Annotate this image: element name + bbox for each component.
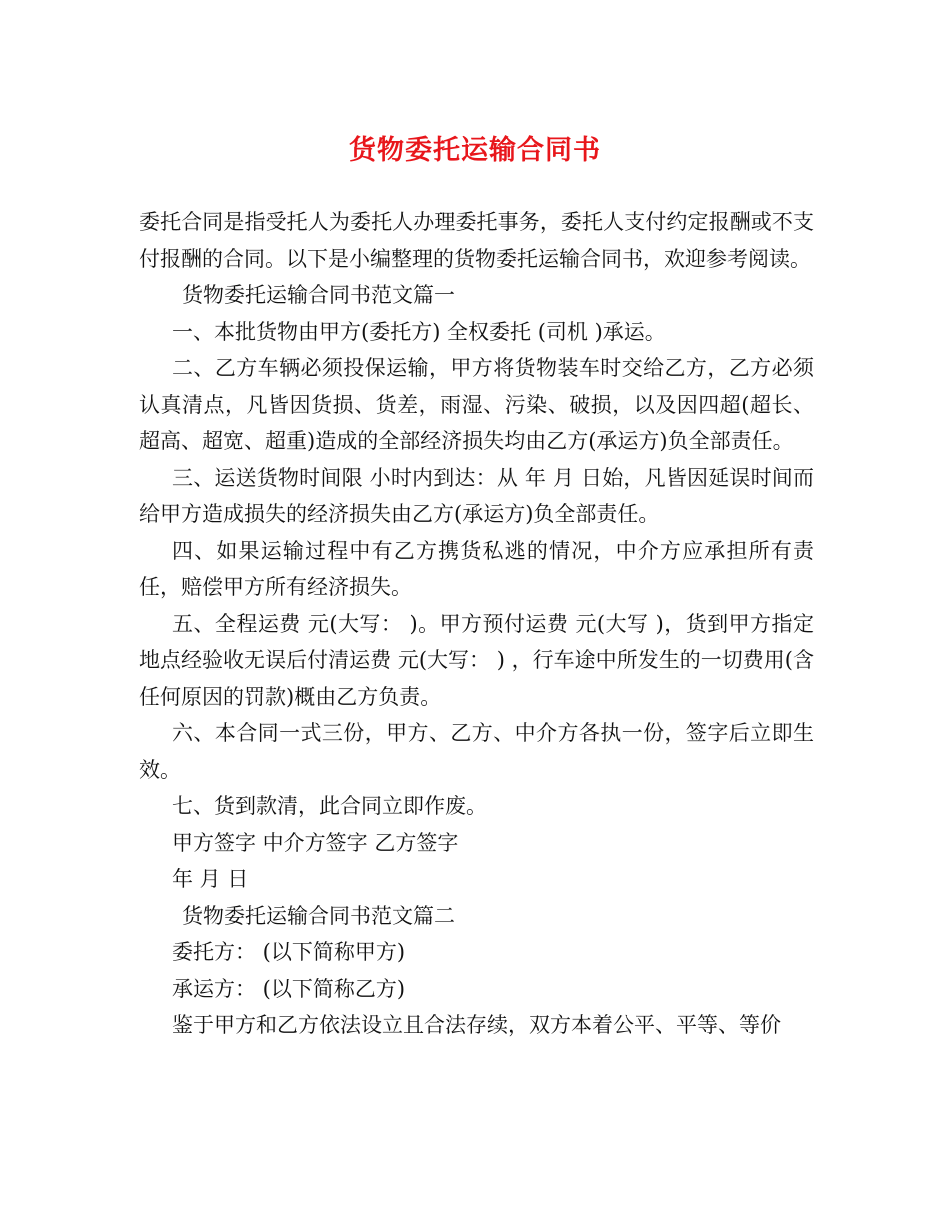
clause-paragraph: 三、运送货物时间限 小时内到达：从 年 月 日始，凡皆因延误时间而给甲方造成损失的经济损失由乙方(承运方)负全部责任。 <box>139 465 814 526</box>
clause-paragraph: 七、货到款清，此合同立即作废。 <box>172 794 487 818</box>
clause-paragraph: 四、如果运输过程中有乙方携货私逃的情况，中介方应承担所有责任，赔偿甲方所有经济损失。 <box>139 538 814 599</box>
document-title: 货物委托运输合同书 <box>349 135 601 166</box>
signature-line: 甲方签字 中介方签字 乙方签字 <box>172 830 459 855</box>
clause-paragraph: 六、本合同一式三份，甲方、乙方、中介方各执一份，签字后立即生效。 <box>139 721 814 782</box>
section-heading: 货物委托运输合同书范文篇二 <box>182 903 455 928</box>
clause-paragraph: 五、全程运费 元(大写： )。甲方预付运费 元(大写 )，货到甲方指定地点经验收无误后付清运费 元(大写： ) ，行车途中所发生的一切费用(含任何原因的罚款)概由乙方负责。 <box>139 611 814 709</box>
party-line: 承运方： (以下简称乙方) <box>172 976 406 1001</box>
date-line: 年 月 日 <box>172 867 249 891</box>
clause-paragraph: 一、本批货物由甲方(委托方) 全权委托 (司机 )承运。 <box>172 319 666 344</box>
section-heading: 货物委托运输合同书范文篇一 <box>182 283 455 307</box>
intro-paragraph: 委托合同是指受托人为委托人办理委托事务，委托人支付约定报酬或不支付报酬的合同。以下是小编整理的货物委托运输合同书，欢迎参考阅读。 <box>139 210 814 271</box>
document-body <box>139 204 814 1044</box>
party-line: 委托方： (以下简称甲方) <box>172 940 406 964</box>
clause-paragraph: 二、乙方车辆必须投保运输，甲方将货物装车时交给乙方，乙方必须认真清点，凡皆因货损、货差，雨湿、污染、破损，以及因四超(超长、超高、超宽、超重)造成的全部经济损失均由乙方(承运方)负全部责任。 <box>139 356 814 453</box>
clause-paragraph: 鉴于甲方和乙方依法设立且合法存续，双方本着公平、平等、等价 <box>172 1013 781 1037</box>
